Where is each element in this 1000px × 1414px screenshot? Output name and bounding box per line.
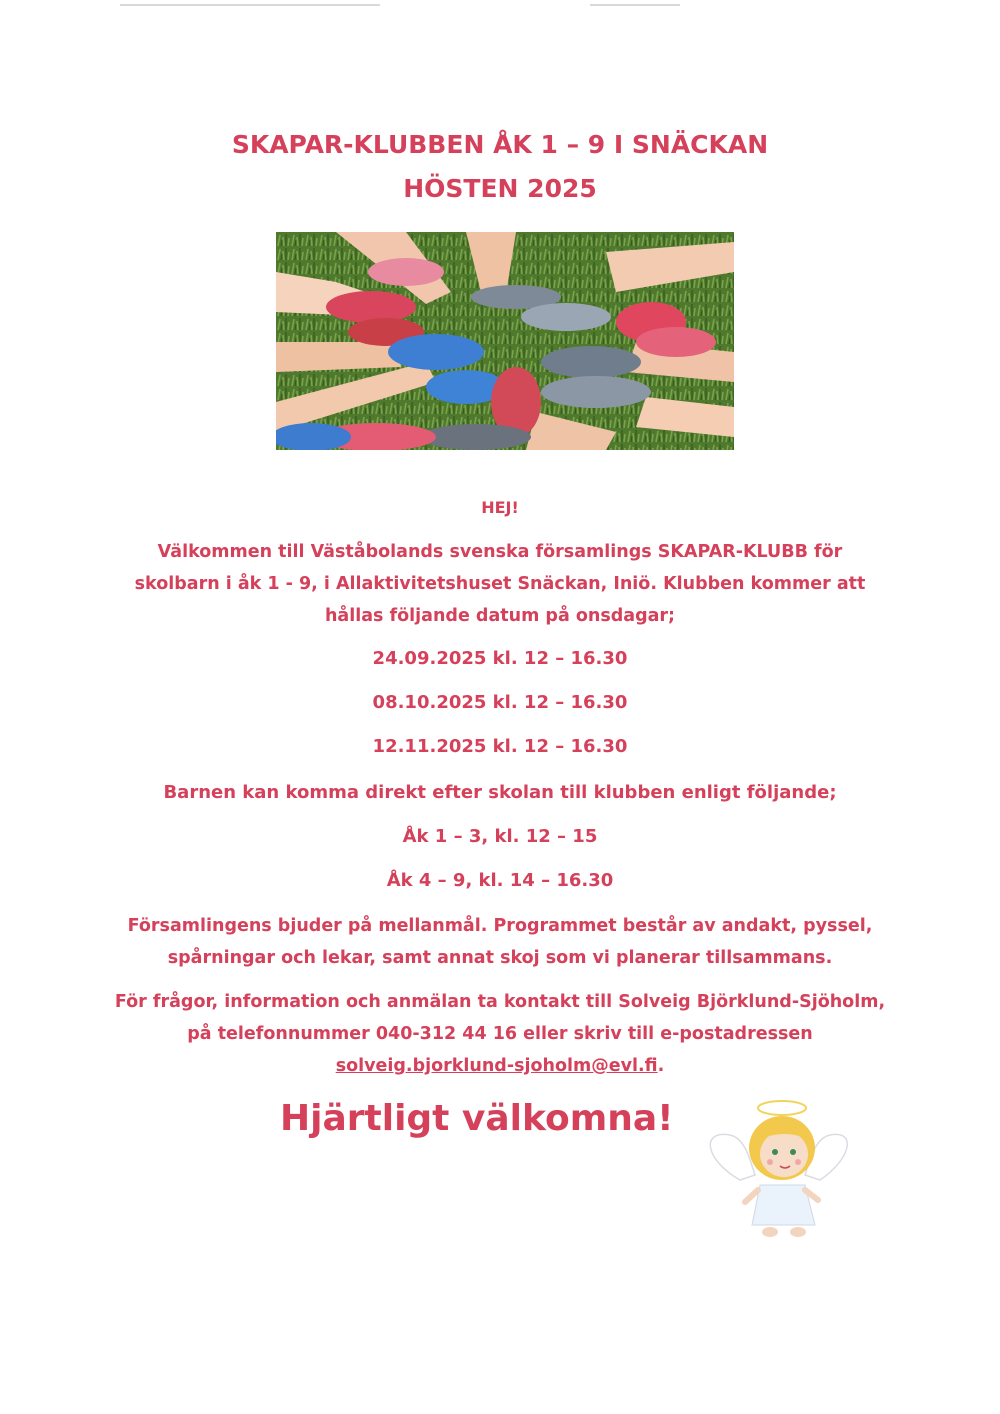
- program-line-2: spårningar och lekar, samt annat skoj som vi planerar tillsammans.: [167, 948, 833, 968]
- date-item: 08.10.2025 kl. 12 – 16.30: [372, 692, 628, 713]
- email-link[interactable]: solveig.bjorklund-sjoholm@evl.fi: [335, 1056, 658, 1076]
- intro-line-3: hållas följande datum på onsdagar;: [324, 606, 676, 626]
- arrival-intro: Barnen kan komma direkt efter skolan till klubben enligt följande;: [163, 782, 837, 803]
- contact-line-1: För frågor, information och anmälan ta kontakt till Solveig Björklund-Sjöholm,: [114, 992, 886, 1012]
- intro-line-1: Välkommen till Väståbolands svenska församlings SKAPAR-KLUBB för: [157, 542, 843, 562]
- title-line-2: HÖSTEN 2025: [403, 174, 597, 203]
- scan-mark: [590, 4, 680, 6]
- contact-line-3: [0, 1050, 1000, 1082]
- grade-item: Åk 4 – 9, kl. 14 – 16.30: [386, 870, 614, 891]
- feet-in-circle-photo: [276, 232, 734, 450]
- scan-mark: [120, 4, 380, 6]
- greeting: HEJ!: [481, 498, 519, 517]
- date-item: 12.11.2025 kl. 12 – 16.30: [372, 736, 628, 757]
- title-line-1: SKAPAR-KLUBBEN ÅK 1 – 9 I SNÄCKAN: [231, 130, 769, 159]
- contact-line-2: på telefonnummer 040-312 44 16 eller skriv till e-postadressen: [187, 1024, 813, 1044]
- angel-illustration: [700, 1090, 860, 1250]
- date-item: 24.09.2025 kl. 12 – 16.30: [372, 648, 628, 669]
- program-line-1: Församlingens bjuder på mellanmål. Programmet består av andakt, pyssel,: [127, 916, 873, 936]
- email-trailing-punctuation: .: [657, 1056, 665, 1076]
- grade-item: Åk 1 – 3, kl. 12 – 15: [402, 826, 598, 847]
- intro-line-2: skolbarn i åk 1 - 9, i Allaktivitetshuset Snäckan, Iniö. Klubben kommer att: [134, 574, 866, 594]
- closing-greeting: Hjärtligt välkomna!: [280, 1098, 674, 1139]
